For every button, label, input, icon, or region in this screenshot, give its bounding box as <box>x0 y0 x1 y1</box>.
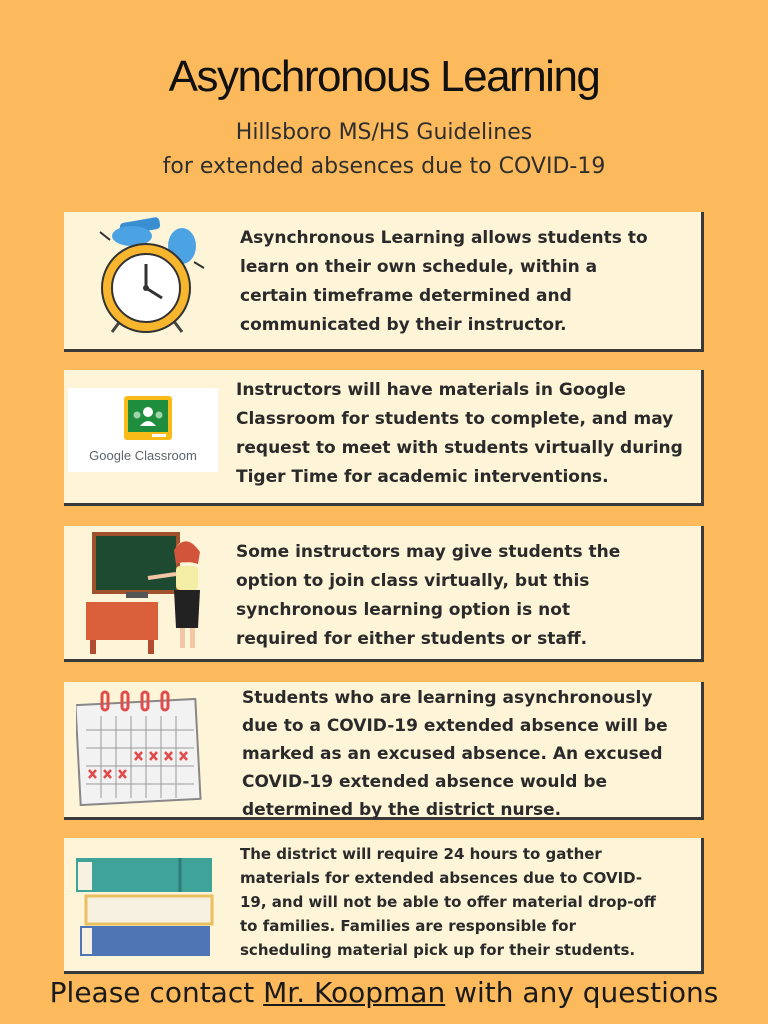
card-text: Some instructors may give students the option to join class virtually, but this synchronous learning option is not required for either students or staff. <box>236 542 621 649</box>
info-card-synchronous-option <box>64 526 704 662</box>
info-card-material-pickup <box>64 838 704 974</box>
card-text: Instructors will have materials in Google Classroom for students to complete, and may request to meet with students virtually during Tiger Time for academic interventions. <box>236 380 683 487</box>
footer-prefix: Please contact <box>49 976 264 1009</box>
google-classroom-logo <box>68 388 218 472</box>
google-classroom-logo-text: Google Classroom <box>89 448 197 463</box>
card-text: The district will require 24 hours to gather materials for extended absences due to COVID-19, and will not be able to offer material drop-off to families. Families are responsible for scheduling material pick up for their students. <box>240 845 656 959</box>
books-stack-icon <box>74 844 220 968</box>
teacher-chalkboard-icon <box>86 530 216 660</box>
info-card-asynchronous <box>64 212 704 352</box>
contact-footer <box>0 976 768 1009</box>
contact-link[interactable]: Mr. Koopman <box>263 976 446 1009</box>
calendar-icon <box>76 690 204 806</box>
card-text: Students who are learning asynchronously due to a COVID-19 extended absence will be marked as an excused absence. An excused COVID-19 extended absence would be determined by the district nurse. <box>242 688 668 820</box>
footer-suffix: with any questions <box>445 976 719 1009</box>
alarm-clock-icon <box>82 212 212 347</box>
info-card-excused-absence <box>64 682 704 820</box>
page-title: Asynchronous Learning <box>168 52 600 101</box>
card-text: Asynchronous Learning allows students to learn on their own schedule, within a certain timeframe determined and communicated by their instructor. <box>240 228 648 335</box>
subtitle-purpose: for extended absences due to COVID-19 <box>162 154 606 179</box>
info-card-google-classroom <box>64 370 704 506</box>
classroom-board-icon <box>124 396 172 440</box>
subtitle-school: Hillsboro MS/HS Guidelines <box>235 120 533 145</box>
